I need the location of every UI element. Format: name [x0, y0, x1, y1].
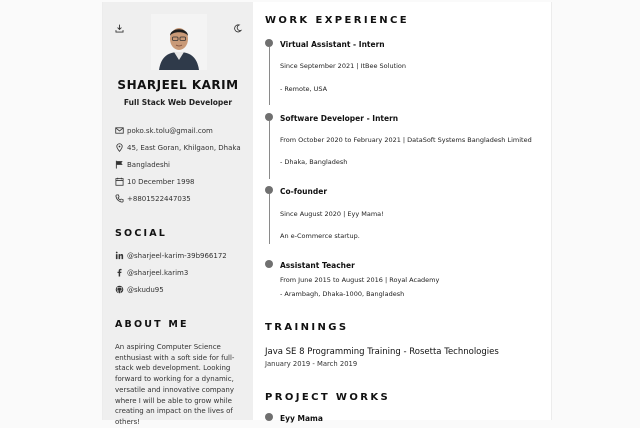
contact-nationality [115, 160, 170, 169]
timeline-line [269, 47, 270, 105]
job-title: Co-founder [280, 187, 328, 196]
job-location: - Dhaka, Bangladesh [280, 158, 348, 166]
job-detail: Since August 2020 | Eyy Mama! [280, 210, 384, 218]
flag-icon [115, 160, 124, 169]
job-title: Virtual Assistant - Intern [280, 40, 385, 49]
contact-email[interactable] [115, 126, 213, 135]
job-detail: From June 2015 to August 2016 | Royal Academy [280, 276, 440, 284]
contact-nationality-text: Bangladeshi [127, 160, 170, 169]
profile-name: SHARJEEL KARIM [117, 78, 239, 92]
resume-main [253, 2, 551, 423]
timeline-dot [265, 260, 273, 268]
social-facebook-text: @sharjeel.karim3 [127, 268, 189, 277]
email-icon [115, 126, 124, 135]
job-title: Software Developer - Intern [280, 114, 399, 123]
resume-page [102, 2, 552, 426]
social-github[interactable] [115, 285, 164, 294]
social-facebook[interactable] [115, 268, 188, 277]
linkedin-icon [115, 251, 124, 260]
contact-phone-text: +8801522447035 [127, 194, 191, 203]
phone-icon [115, 194, 124, 203]
contact-email-text: poko.sk.tolu@gmail.com [127, 126, 213, 135]
contact-phone[interactable] [115, 194, 191, 203]
timeline-dot [265, 113, 273, 121]
social-linkedin-text: @sharjeel-karim-39b966172 [127, 251, 227, 260]
timeline-dot [265, 413, 273, 421]
work-experience-heading: WORK EXPERIENCE [265, 15, 409, 26]
job-detail: Since September 2021 | ItBee Solution [280, 62, 407, 70]
avatar [151, 14, 207, 70]
download-icon[interactable] [115, 18, 129, 32]
contact-address-text: 45, East Goran, Khilgaon, Dhaka [127, 143, 241, 152]
dark-mode-moon-icon[interactable] [233, 18, 247, 32]
timeline-dot [265, 186, 273, 194]
location-icon [115, 143, 124, 152]
job-location: - Remote, USA [280, 85, 328, 93]
training-title: Java SE 8 Programming Training - Rosetta Technologies [265, 347, 499, 357]
about-heading: ABOUT ME [115, 319, 189, 330]
contact-birthdate [115, 177, 194, 186]
social-linkedin[interactable] [115, 251, 227, 260]
resume-sidebar [103, 2, 253, 426]
timeline-line [269, 121, 270, 179]
project-works-heading: PROJECT WORKS [265, 392, 391, 403]
job-detail: From October 2020 to February 2021 | DataSoft Systems Bangladesh Limited [280, 136, 532, 144]
contact-address [115, 143, 241, 152]
timeline-dot [265, 39, 273, 47]
social-github-text: @skudu95 [127, 285, 164, 294]
profile-role: Full Stack Web Developer [123, 98, 233, 107]
facebook-icon [115, 268, 124, 277]
job-title: Assistant Teacher [280, 261, 355, 270]
job-description: An e-Commerce startup. [280, 232, 360, 240]
github-icon [115, 285, 124, 294]
trainings-heading: TRAININGS [265, 322, 349, 333]
project-title: Eyy Mama [280, 414, 323, 423]
job-location: - Arambagh, Dhaka-1000, Bangladesh [280, 290, 405, 298]
about-text: An aspiring Computer Science enthusiast with a soft side for full-stack web development. Looking forward to working for a dynamic, versatile and innovative company where I will be able to grow while creating an impact on the lives of others! [115, 343, 235, 426]
social-heading: SOCIAL [115, 228, 168, 239]
calendar-icon [115, 177, 124, 186]
training-date: January 2019 - March 2019 [265, 360, 358, 368]
contact-birthdate-text: 10 December 1998 [127, 177, 195, 186]
timeline-line [269, 194, 270, 244]
